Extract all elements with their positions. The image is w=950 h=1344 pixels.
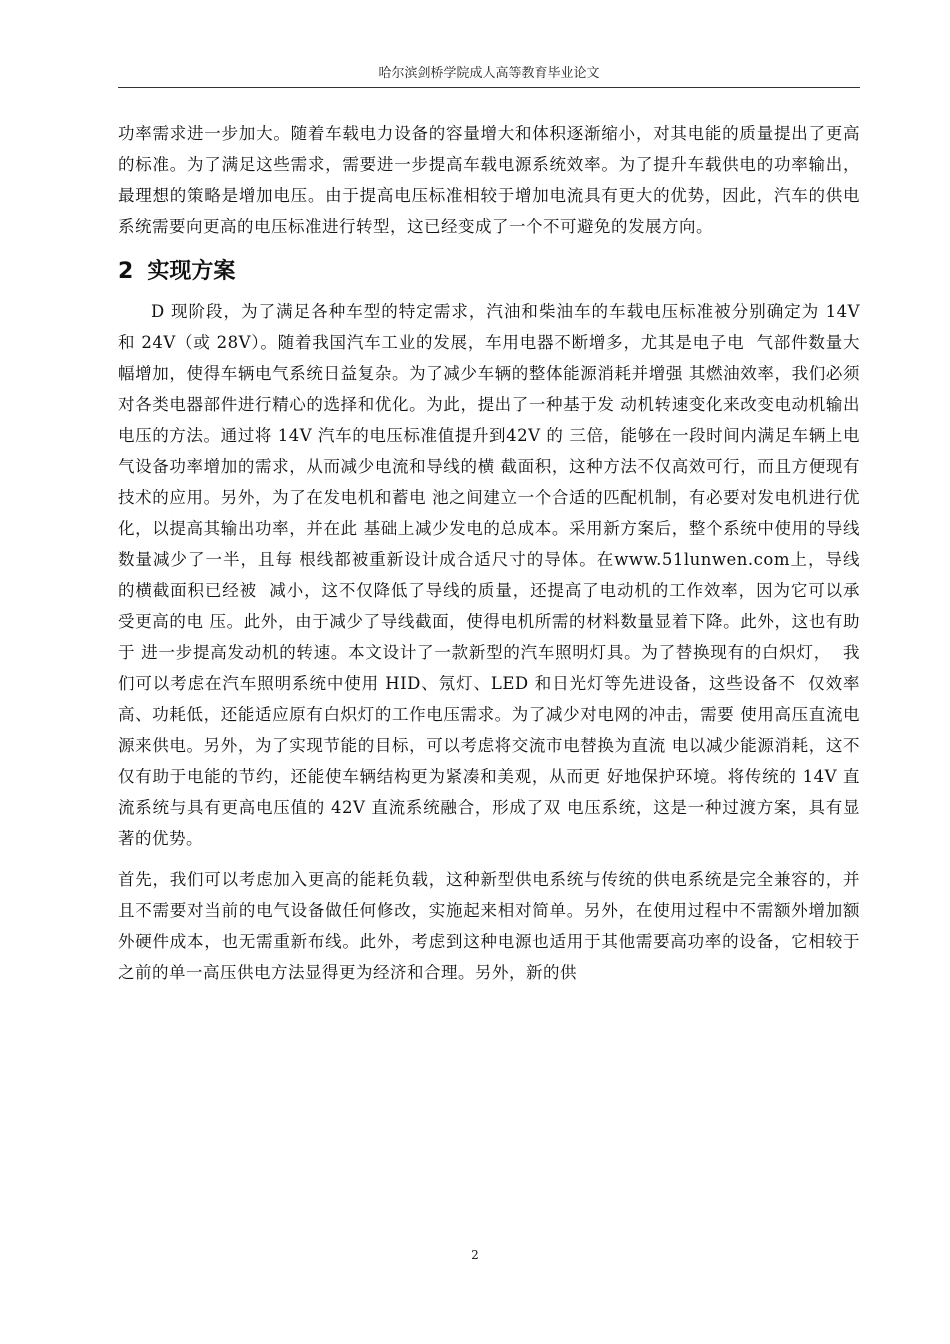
paragraph-continued: 功率需求进一步加大。随着车载电力设备的容量增大和体积逐渐缩小，对其电能的质量提出了更高的标准。为了满足这些需求，需要进一步提高车载电源系统效率。为了提升车载供电的功率输出，最理想的策略是增加电压。由于提高电压标准相较于增加电流具有更大的优势，因此，汽车的供电系统需要向更高的电压标准进行转型，这已经变成了一个不可避免的发展方向。 <box>118 124 860 236</box>
section-title: 实现方案 <box>147 259 236 284</box>
paragraph-first: 首先，我们可以考虑加入更高的能耗负载，这种新型供电系统与传统的供电系统是完全兼容的，并且不需要对当前的电气设备做任何修改，实施起来相对简单。另外，在使用过程中不需额外增加额外硬件成本，也无需重新布线。此外，考虑到这种电源也适用于其他需要高功率的设备，它相较于之前的单一高压供电方法显得更为经济和合理。另外，新的供 <box>118 870 860 982</box>
document-body <box>118 118 866 988</box>
section-heading <box>118 257 860 287</box>
header-divider <box>118 87 860 88</box>
paragraph-implementation: D 现阶段，为了满足各种车型的特定需求，汽油和柴油车的车载电压标准被分别确定为 14V 和 24V（或 28V）。随着我国汽车工业的发展，车用电器不断增多，尤其是电子电 气部件数量大幅增加，使得车辆电气系统日益复杂。为了减少车辆的整体能源消耗并增强 其燃油效率，我们必须对各类电器部件进行精心的选择和优化。为此，提出了一种基于发 动机转速变化来改变电动机输出电压的方法。通过将 14V 汽车的电压标准值提升到42V 的 三倍，能够在一段时间内满足车辆上电气设备功率增加的需求，从而减少电流和导线的横 截面积，这种方法不仅高效可行，而且方便现有技术的应用。另外，为了在发电机和蓄电 池之间建立一个合适的匹配机制，有必要对发电机进行优化，以提高其输出功率，并在此 基础上减少发电的总成本。采用新方案后，整个系统中使用的导线数量减少了一半，且每 根线都被重新设计成合适尺寸的导体。在www.51lunwen.com上，导线的横截面积已经被 减小，这不仅降低了导线的质量，还提高了电动机的工作效率，因为它可以承受更高的电 压。此外，由于减少了导线截面，使得电机所需的材料数量显着下降。此外，这也有助于 进一步提高发动机的转速。本文设计了一款新型的汽车照明灯具。为了替换现有的白炽灯， 我们可以考虑在汽车照明系统中使用 HID、氖灯、LED 和日光灯等先进设备，这些设备不 仅效率高、功耗低，还能适应原有白炽灯的工作电压需求。为了减少对电网的冲击，需要 使用高压直流电源来供电。另外，为了实现节能的目标，可以考虑将交流市电替换为直流 电以减少能源消耗，这不仅有助于电能的节约，还能使车辆结构更为紧凑和美观，从而更 好地保护环境。将传统的 14V 直流系统与具有更高电压值的 42V 直流系统融合，形成了双 电压系统，这是一种过渡方案，具有显著的优势。 <box>118 302 866 848</box>
section-number: 2 <box>118 259 134 284</box>
page-header-title: 哈尔滨剑桥学院成人高等教育毕业论文 <box>378 66 600 81</box>
page-number: 2 <box>471 1248 479 1262</box>
